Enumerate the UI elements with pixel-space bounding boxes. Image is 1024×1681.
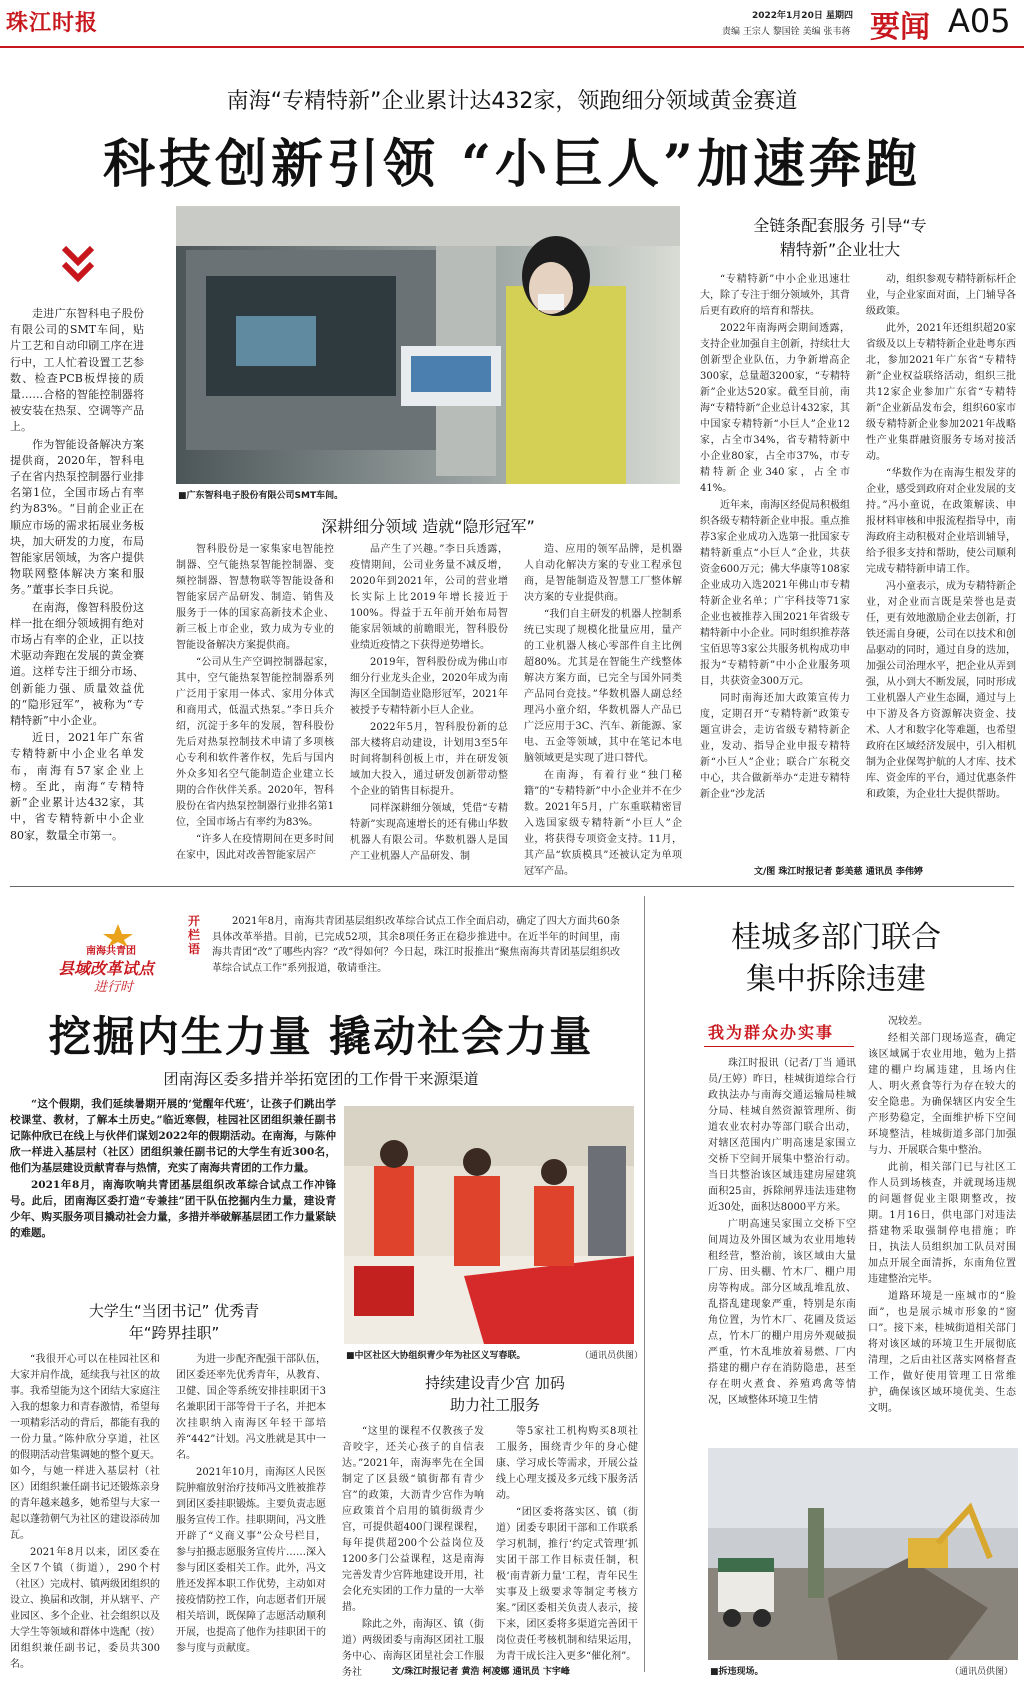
lead-paragraph: 2021年8月，南海吹响共青团基层组织改革综合试点工作冲锋号。此后，团南海区委打造“专兼挂”团干队伍挖掘内生力量，建设青少年、购买服务项目撬动社会力量，多措并举破解基层团工作力量紧缺的难题。 <box>10 1179 336 1239</box>
story3-col2 <box>868 1014 1016 1418</box>
column-intro: 2021年8月，南海共青团基层组织改革综合试点工作全面启动，确定了四大方面共60条具体改革举措。目前，已完成52项，其余8项任务正在稳步推进中。在近半年的时间里，南海共青团“改”了哪些内容？“改”得如何？今日起，珠江时报推出“聚焦南海共青团基层组织改革综合试点工作”系列报道，敬请垂注。 <box>212 916 620 974</box>
body-paragraph: “我们自主研发的机器人控制系统已实现了规模化批量应用，量产的工业机器人核心零部件自主比例超80%。尤其是在智能生产线整体解决方案方面，已完全与国外同类产品同台竞技。”华数机器人副总经理冯小童介绍，华数机器人产品已广泛应用于3C、汽车、新能源、家电、五金等领域，其中在笔记本电脑领域更是实现了进口替代。 <box>524 609 682 764</box>
story2-headline: 挖掘内生力量 撬动社会力量 <box>48 1012 594 1061</box>
story2-sub2-heading: 持续建设青少宫 加码助力社工服务 <box>425 1374 565 1414</box>
column-divider <box>644 896 645 1672</box>
body-paragraph: 2022年南海两会期间透露，支持企业加强自主创新，持续壮大创新型企业队伍，力争新增高企300家，总量超3200家，“专精特新”企业达520家。截至目前，南海“专精特新”企业总计432家，其中国家专精特新“小巨人”企业12家，占全市34%，省专精特新中小企业80家，占全市37%，市专精特新企业340家，占全市41%。 <box>700 323 850 494</box>
section-divider <box>10 886 1014 887</box>
body-paragraph: 近年来，南海区经促局积极组织各级专精特新企业申报。重点推荐3家企业成功入选第一批国家专精特新重点“小巨人”企业，共获资金600万元；佛大华康等108家企业成功入选2021年佛山市专精特新企业名单；广宇科技等71家企业也被推荐入围2021年省级专精特新中小企业。同时组织推荐落宝佰思等3家公共服务机构成功申报为“专精特新”中小企业服务项目，共获资金300万元。 <box>700 500 850 687</box>
body-paragraph: “团区委将落实区、镇（街道）团委专职团干部和工作联系学习机制，推行‘约定式管理’抓实团干部工作目标责任制，积极‘南青新力量’工程，青年民生实事及上级要求等制定考核方案。”团区委相关负责人表示，接下来，团区委将多渠道完善团干岗位责任考核机制和结果运用，为青干成长注入更多“催化剂”。 <box>496 1507 638 1662</box>
story2-sub1-col2 <box>176 1352 326 1658</box>
story2-sub2-col2 <box>496 1424 638 1666</box>
story1-sub2-col1 <box>700 272 850 804</box>
logo-line3: 进行时 <box>94 980 134 995</box>
body-paragraph: 2021年10月，南海区人民医院肿瘤放射治疗技师冯文胜被推荐到团区委挂职锻炼。主要负责志愿服务宣传工作。挂职期间，冯文胜开辟了“义商义事”公众号栏目，参与拍摄志愿服务宣传片……深入参与团区委相关工作。此外，冯文胜还发挥本职工作优势，主动如对接疫情防控工作，向志愿者们开展相关培训，既保障了志愿活动顺利开展，也提高了他作为挂职团干的参与度与贡献度。 <box>176 1467 326 1654</box>
body-paragraph: 除此之外，南海区、镇（街道）两级团委与南海区团社工服务中心、南海区团星社会工作服务社 <box>342 1619 484 1678</box>
logo-line1: 南海共青团 <box>86 946 136 957</box>
story1-byline: 文/图 珠江时报记者 彭美慈 通讯员 李伟婷 <box>754 867 923 877</box>
story1-sub1-col2 <box>350 542 508 866</box>
body-paragraph: 智科股份是一家集家电智能控制器、空气能热泵智能控制器、变频控制器、智慧物联等智能设备和智能家居产品研发、制造、销售及服务于一体的国家高新技术企业、新三板上市企业，致力成为专业的智能设备解决方案提供商。 <box>176 544 334 651</box>
body-paragraph: 冯小童表示，成为专精特新企业，对企业而言既是荣誉也是责任，更有效地激励企业去创新，打铁还需自身硬，公司在以技术和创品驱动的同时，通过自身的迭加，加强公司治理水平，把企业从弄到强，从小到大不断发展，同时形成工业机器人产业生态圈，通过与上中下游及各方资源解决资金、技术、人才和数字化等难题，也希望政府在区域经济发展中，引入相机制为企业保驾护航的人才库、技术库、资金库的平台，通过优惠条件和政策，为企业壮大提供帮助。 <box>866 581 1016 800</box>
tag-underline <box>704 1046 854 1047</box>
body-paragraph: “许多人在疫情期间在更多时间在家中，因此对改善智能家居产 <box>176 834 334 861</box>
lead-paragraph: “这个假期，我们延续暑期开展的‘觉醒年代班’，让孩子们跳出学校课堂、教材，了解本土历史。”临近寒假，桂园社区团组织兼任副书记陈仲欣已在线上与伙伴们谋划2022年的假期活动。在南海，与陈仲欣一样进入基层村（社区）团组织兼任副书记的大学生有近300名，他们为基层建设贡献青春与热情，充实了南海共青团的工作力量。 <box>10 1098 336 1174</box>
body-paragraph: “专精特新”中小企业迅速壮大，除了专注于细分领域外，其背后更有政府的培育和帮扶。 <box>700 274 850 317</box>
body-paragraph: 同样深耕细分领域，凭借“专精特新”实现高速增长的还有佛山华数机器人有限公司。华数机器人是国产工业机器人产品研发、制 <box>350 803 508 862</box>
body-paragraph: 为进一步配齐配强干部队伍，团区委还率先优秀青年，从教育、卫健、国企等系统安排挂职团干3名兼职团干部等骨干子名，并把本次挂职纳入南海区年轻干部培养“442”计划。冯文胜就是其中一名。 <box>176 1354 326 1461</box>
photo-credit: （通讯员供图） <box>950 1667 1014 1677</box>
chevron-down-icon <box>60 244 96 286</box>
story2-sub1-col1 <box>10 1352 160 1674</box>
story2-deck: 团南海区委多措并举拓宽团的工作骨干来源渠道 <box>163 1070 479 1088</box>
story3-tag: 我为群众办实事 <box>708 1023 835 1042</box>
photo-caption: ■广东智科电子股份有限公司SMT车间。 <box>178 491 344 501</box>
body-paragraph: 此外，2021年还组织超20家省级及以上专精特新企业赴粤东西北，参加2021年广东省“专精特新”企业权益联络活动，组织三批共12家企业参加广东省“专精特新”企业新品发布会，组织60家市级专精特新企业参加2021年战略性产业集群融资服务专场对接活动。 <box>866 323 1016 462</box>
volunteer-photo <box>344 1106 634 1344</box>
youth-league-logo <box>58 922 178 994</box>
masthead <box>0 0 1024 44</box>
story1-sub1-col3 <box>524 542 682 881</box>
story1-sub1-col1 <box>176 542 334 865</box>
story1-sub2-heading: 全链条配套服务 引导“专精特新”企业壮大 <box>753 216 927 259</box>
body-paragraph: 道路环境是一座城市的“脸面”，也是展示城市形象的“窗口”。接下来，桂城街道相关部门将对该区域的环境卫生开展彻底清理，之后由社区落实网格督查工作，做好使用管理工日常维护，确保该区域环境优美、生态文明。 <box>868 1291 1016 1414</box>
story1-intro <box>10 306 144 845</box>
body-paragraph: “我很开心可以在桂园社区和大家并肩作战，延续我与社区的故事。我希望能为这个团结大家庭注入我的想象力和青春激情，希望每一项精彩活动的背后，都能有我的一份力量。”陈仲欣分享道，社区的假期活动营集调她的整个夏天。如今，与她一样进入基层村（社区）团组织兼任副书记还锻炼亲身的青年越来越多，她希望与大家一起以蓬勃朝气为社区的建设添砖加瓦。 <box>10 1354 160 1541</box>
body-paragraph: 况较差。 <box>888 1016 928 1027</box>
story2-sub2-col1 <box>342 1424 484 1681</box>
logo-line2: 县域改革试点 <box>58 959 155 978</box>
story1-headline: 科技创新引领 “小巨人”加速奔跑 <box>103 134 921 195</box>
photo-credit: （通讯员供图） <box>580 1351 644 1361</box>
body-paragraph: 等5家社工机构购买8项社工服务，围绕青少年的身心健康、学习成长等需求，开展公益线上心理支援及多元线下服务活动。 <box>496 1426 638 1501</box>
page-number: A05 <box>948 2 1011 40</box>
body-paragraph: 经相关部门现场巡查，确定该区域属于农业用地，勉为上搭建的棚户均属违建，且场内住人、明火煮食等行为存在较大的安全隐患。为确保辖区内安全生产形势稳定，全面维护桥下空间环境整洁，桂城街道多部门加强与力、开展联合集中整治。 <box>868 1033 1016 1156</box>
smt-workshop-photo <box>176 206 680 484</box>
body-paragraph: 广明高速吴家围立交桥下空间周边及外围区域为农业用地转租经营，整治前，该区域由大量厂房、田头棚、竹木厂、棚户用房等构成。部分区域乱堆乱放、乱搭乱建现象严重，特别是东南角位置，为竹木厂、花圃及货运点，竹木厂的棚户用房外观破损严重，竹木乱堆放着易燃、厂内搭建的棚户存在消防隐患，甚至存在明火煮食、养殖鸡禽等情况，区域整体环境卫生情 <box>708 1219 856 1406</box>
story2-lead <box>10 1096 336 1242</box>
body-paragraph: 动，组织参观专精特新标杆企业，与企业家面对面，上门辅导各级政策。 <box>866 274 1016 317</box>
body-paragraph: 造、应用的领军品牌，是机器人自动化解决方案的专业工程承包商，是智能制造及智慧工厂整体解决方案的专业提供商。 <box>524 544 682 603</box>
intro-paragraph: 作为智能设备解决方案提供商，2020年，智科电子在省内热泵控制器行业排名第1位，全国市场占有率约为83%。“目前企业正在顺应市场的需求拓展业务板块，加大研发的力度，布局智能家居领域，为客户提供物联网整体解决方案和服务。”董事长李日兵说。 <box>10 437 144 597</box>
story3-headline-line1: 桂城多部门联合 <box>731 920 941 955</box>
body-paragraph: 在南海，有着行业“独门秘籍”的“专精特新”中小企业并不在少数。2021年5月，广东重联精密冒入选国家级专精特新“小巨人”企业，将获得专项资金支持。11月，其产品“软质模具”还被认定为单项冠军产品。 <box>524 770 682 877</box>
masthead-rule <box>0 46 1024 48</box>
story3-col1 <box>708 1056 856 1410</box>
intro-paragraph: 走进广东智科电子股份有限公司的SMT车间，贴片工艺和自动印刷工序在进行中，工人忙着设置工艺参数、检查PCB板焊接的质量……合格的智能控制器将被安装在热泵、空调等产品上。 <box>10 307 144 434</box>
body-paragraph: 品产生了兴趣。”李日兵透露，疫情期间，公司业务量不减反增，2020年到2021年，公司的营业增长实际上比2019年增长接近于100%。得益于五年前开始布局智能家居领域的前瞻眼光，智科股份业绩近疫情之下获得逆势增长。 <box>350 544 508 651</box>
paper-name: 珠江时报 <box>6 10 99 36</box>
body-paragraph: 此前，相关部门已与社区工作人员到场核查，并就现场违规的问题督促业主限期整改，按期。1月16日，供电部门对违法搭建物采取强制停电措施；昨日，执法人员组织加工队员对围加点开展全面清拆，东南角位置违建整治完毕。 <box>868 1162 1016 1285</box>
story1-kicker: 南海“专精特新”企业累计达432家，领跑细分领域黄金赛道 <box>226 89 798 114</box>
story3-headline-line2: 集中拆除违建 <box>746 962 926 997</box>
photo-caption: ■中区社区大协组织青少年为社区义写春联。 <box>346 1351 526 1361</box>
intro-paragraph: 近日，2021年广东省专精特新中小企业名单发布，南海有57家企业上榜。至此，南海“专精特新”企业累计达432家，其中，省专精特新中小企业80家，数量全市第一。 <box>10 731 144 842</box>
issue-date: 2022年1月20日 星期四 <box>752 11 853 21</box>
body-paragraph: 同时南海还加大政策宣传力度，定期召开“专精特新”政策专题宣讲会，走访省级专精特新企业，发动、指导企业申报专精特新“小巨人”企业；联合广东税交中心，共合做新举办“走进专精特新企业”沙龙活 <box>700 693 850 800</box>
body-paragraph: 珠江时报讯（记者/丁当 通讯员/王婷）昨日，桂城街道综合行政执法办与南海交通运输局桂城分局、桂城自然资源管理所、街道农业农村办等部门联合出动，对辖区范围内广明高速是家围立交桥下空间开展集中整治行动。当日共整治该区域违建房屋建筑面积25亩，拆除闸界违法违建物近30处，面积达8000平方米。 <box>708 1058 856 1213</box>
body-paragraph: 2021年8月以来，团区委在全区7个镇（街道），290个村（社区）完成村、镇两级团组织的设立、换届和改制，并从辖平、产业园区、多个企业、社会组织以及大学生等领域和群体中选配（按）团组织兼任副书记，委员共300名。 <box>10 1547 160 1670</box>
body-paragraph: 2022年5月，智科股份新的总部大楼将启动建设，计划用3至5年时间将制科创板上市，并在研发领域加大投入，通过研发创新带动整个企业的销售目标提升。 <box>350 722 508 797</box>
story2-byline: 文/珠江时报记者 黄浩 柯凌娜 通讯员 卞宇峰 <box>392 1667 570 1677</box>
story1-sub2-col2 <box>866 272 1016 804</box>
photo-caption: ■拆违现场。 <box>710 1667 764 1677</box>
body-paragraph: “华数作为在南海生根发芽的企业，感受到政府对企业发展的支持。”冯小童说，在政策解读、申报材料审核和申报流程指导中，南海政府主动积极对企业培训辅导，给予很多支持和帮助，使公司顺利完成专精特新申请工作。 <box>866 468 1016 575</box>
body-paragraph: 2019年，智科股份成为佛山市细分行业龙头企业，2020年成为南海区全国制造业隐形冠军，2021年被授予专精特新小巨人企业。 <box>350 657 508 716</box>
editors: 责编 王宗人 黎国铨 美编 张韦蒋 <box>722 27 851 37</box>
story1-sub1-heading: 深耕细分领域 造就“隐形冠军” <box>321 517 535 536</box>
demolition-photo <box>708 1448 1018 1660</box>
section-name: 要闻 <box>870 10 930 45</box>
body-paragraph: “公司从生产空调控制器起家，其中，空气能热泵智能控制器系列广泛用于家用一体式、家用分体式和商用式，低温式热泵。”李日兵介绍，沉淀于多年的发展，智科股份先后对热泵控制技术申请了多项核心专利和软件著作权，先后与国内外众多知名空气能制造企业建立长期的合作伙伴关系。2020年，智科股份在省内热泵控制器行业排名第1位，全国市场占有率约为83%。 <box>176 657 334 828</box>
column-label: 开栏语 <box>188 914 201 956</box>
intro-paragraph: 在南海，像智科股份这样一批在细分领域拥有绝对市场占有率的企业，正以技术驱动奔跑在发展的黄金赛道。这样专注于细分市场、创新能力强、质量效益优的“隐形冠军”，被称为“专精特新”中小企业。 <box>10 600 144 728</box>
body-paragraph: “这里的课程不仅教孩子发音咬字，还关心孩子的自信表达。”2021年，南海率先在全国制定了区县级“镇街都有青少宫”的政策，大沥青少宫作为响应政策首个启用的镇街级青少宫，可提供超400门课程课程，每年提供超200个公益岗位及1200多门公益课程，这是南海完善发青少宫阵地建设开用，社会化充实团的工作力量的一大举措。 <box>342 1426 484 1613</box>
story2-sub1-heading: 大学生“当团书记” 优秀青年“跨界挂职” <box>88 1302 260 1342</box>
